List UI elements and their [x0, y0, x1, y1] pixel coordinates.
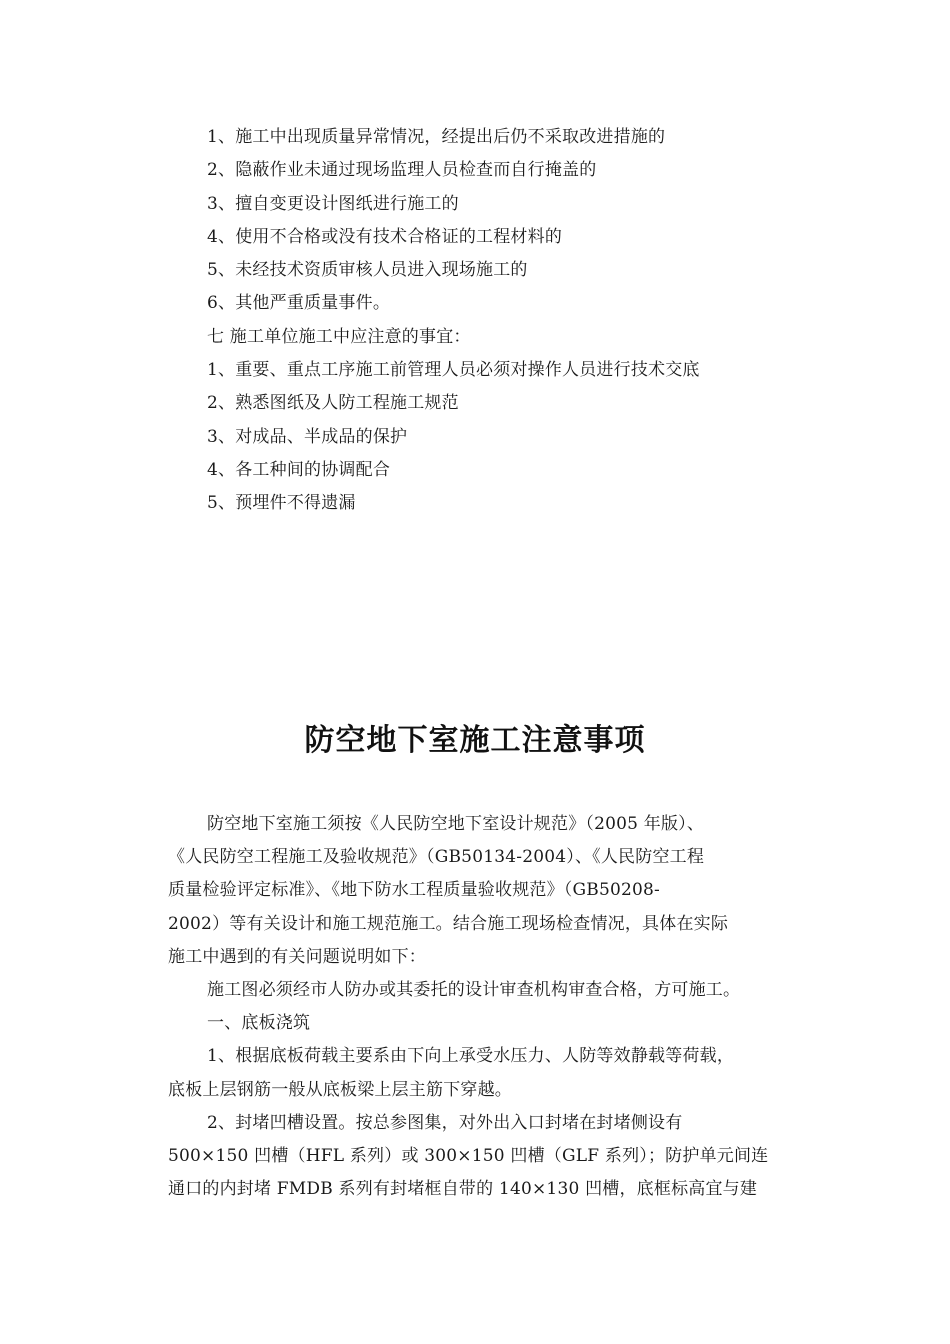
- list-item: 5、未经技术资质审核人员进入现场施工的: [207, 260, 528, 281]
- list-item: 1、重要、重点工序施工前管理人员必须对操作人员进行技术交底: [207, 360, 700, 381]
- list-item: 2、隐蔽作业未通过现场监理人员检查而自行掩盖的: [207, 160, 597, 181]
- paragraph-line: 底板上层钢筋一般从底板梁上层主筋下穿越。: [168, 1079, 512, 1100]
- paragraph-line: 质量检验评定标准》、《地下防水工程质量验收规范》（GB50208-: [168, 880, 660, 901]
- document-title: 防空地下室施工注意事项: [304, 723, 646, 758]
- list-item: 2、熟悉图纸及人防工程施工规范: [207, 393, 459, 414]
- paragraph-line: 500×150 凹槽（HFL 系列）或 300×150 凹槽（GLF 系列）；防护单元间连: [168, 1145, 769, 1166]
- paragraph-line: 《人民防空工程施工及验收规范》（GB50134-2004）、《人民防空工程: [168, 847, 705, 868]
- section-heading: 七 施工单位施工中应注意的事宜：: [207, 326, 471, 347]
- list-item: 5、预埋件不得遗漏: [207, 493, 356, 514]
- paragraph-line: 施工图必须经市人防办或其委托的设计审查机构审查合格，方可施工。: [207, 979, 741, 1000]
- section-heading: 一、底板浇筑: [207, 1013, 311, 1034]
- paragraph-line: 1、根据底板荷载主要系由下向上承受水压力、人防等效静载等荷载，: [207, 1046, 735, 1067]
- list-item: 4、各工种间的协调配合: [207, 459, 391, 480]
- list-item: 4、使用不合格或没有技术合格证的工程材料的: [207, 226, 563, 247]
- paragraph-line: 2002）等有关设计和施工规范施工。结合施工现场检查情况，具体在实际: [168, 913, 729, 934]
- list-item: 3、对成品、半成品的保护: [207, 426, 408, 447]
- paragraph-line: 2、封堵凹槽设置。按总参图集，对外出入口封堵在封堵侧设有: [207, 1112, 683, 1133]
- list-item: 3、擅自变更设计图纸进行施工的: [207, 193, 459, 214]
- list-item: 6、其他严重质量事件。: [207, 293, 391, 314]
- paragraph-line: 施工中遇到的有关问题说明如下：: [168, 946, 426, 967]
- list-item: 1、施工中出现质量异常情况，经提出后仍不采取改进措施的: [207, 127, 666, 147]
- paragraph-line: 通口的内封堵 FMDB 系列有封堵框自带的 140×130 凹槽，底框标高宜与建: [168, 1179, 758, 1200]
- numbered-list: [207, 121, 847, 521]
- document-body: [168, 808, 808, 1206]
- paragraph-line: 防空地下室施工须按《人民防空地下室设计规范》（2005 年版）、: [207, 814, 705, 834]
